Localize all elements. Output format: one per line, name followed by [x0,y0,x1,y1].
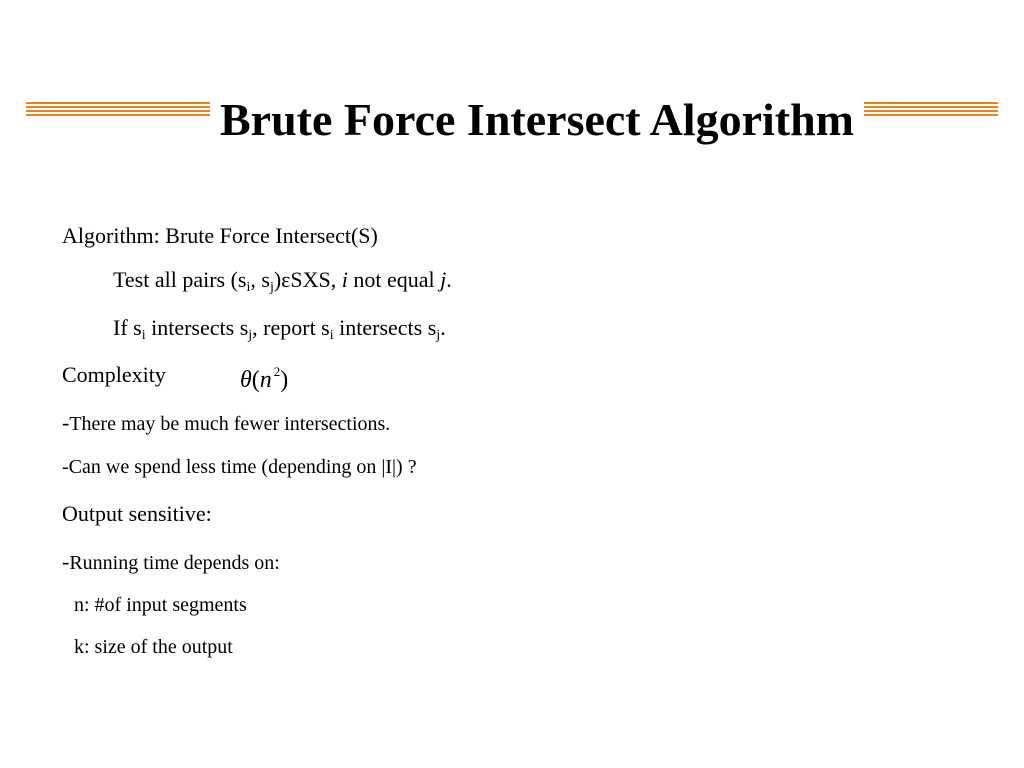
text-fragment: intersects s [145,315,249,340]
output-sensitive-label: Output sensitive: [62,501,212,526]
text-fragment: )εSXS, [273,267,342,292]
subscript-j: j [436,328,441,343]
if-intersects-line [113,315,446,341]
text-fragment: If s [113,315,142,340]
subscript-i: i [246,280,251,295]
algorithm-line: Algorithm: Brute Force Intersect(S) [62,223,378,248]
bullet-less-time: -Can we spend less time (depending on |I|) ? [62,456,417,478]
formula-n: n [259,367,272,393]
subscript-i: i [141,328,146,343]
bullet-running-time [62,549,280,575]
bullet-fewer-intersections [62,410,390,436]
subscript-j: j [248,328,253,343]
formula-exponent: 2 [273,364,281,379]
bullet-dash: - [62,410,70,435]
text-fragment: Test all pairs (s [113,267,247,292]
bullet-text: Running time depends on: [69,552,280,574]
italic-j: j [440,267,447,292]
formula-close-paren: ) [280,367,289,393]
text-fragment: , s [250,267,270,292]
test-pairs-line [113,267,452,293]
text-fragment: not equal [347,267,441,292]
k-definition: k: size of the output [74,636,233,658]
formula-theta: θ [240,367,252,393]
formula-open-paren: ( [251,367,260,393]
complexity-formula [240,364,289,394]
n-definition: n: #of input segments [74,594,247,616]
complexity-label: Complexity [62,362,166,387]
subscript-j: j [269,280,274,295]
text-fragment: intersects s [333,315,437,340]
bullet-text: There may be much fewer intersections. [69,413,391,435]
text-fragment: . [446,267,452,292]
text-fragment: . [440,315,446,340]
title-wrap [210,92,864,148]
italic-i: i [341,267,348,292]
text-fragment: , report s [252,315,330,340]
subscript-i: i [329,328,334,343]
bullet-dash: - [62,549,70,574]
slide-title: Brute Force Intersect Algorithm [220,94,855,145]
